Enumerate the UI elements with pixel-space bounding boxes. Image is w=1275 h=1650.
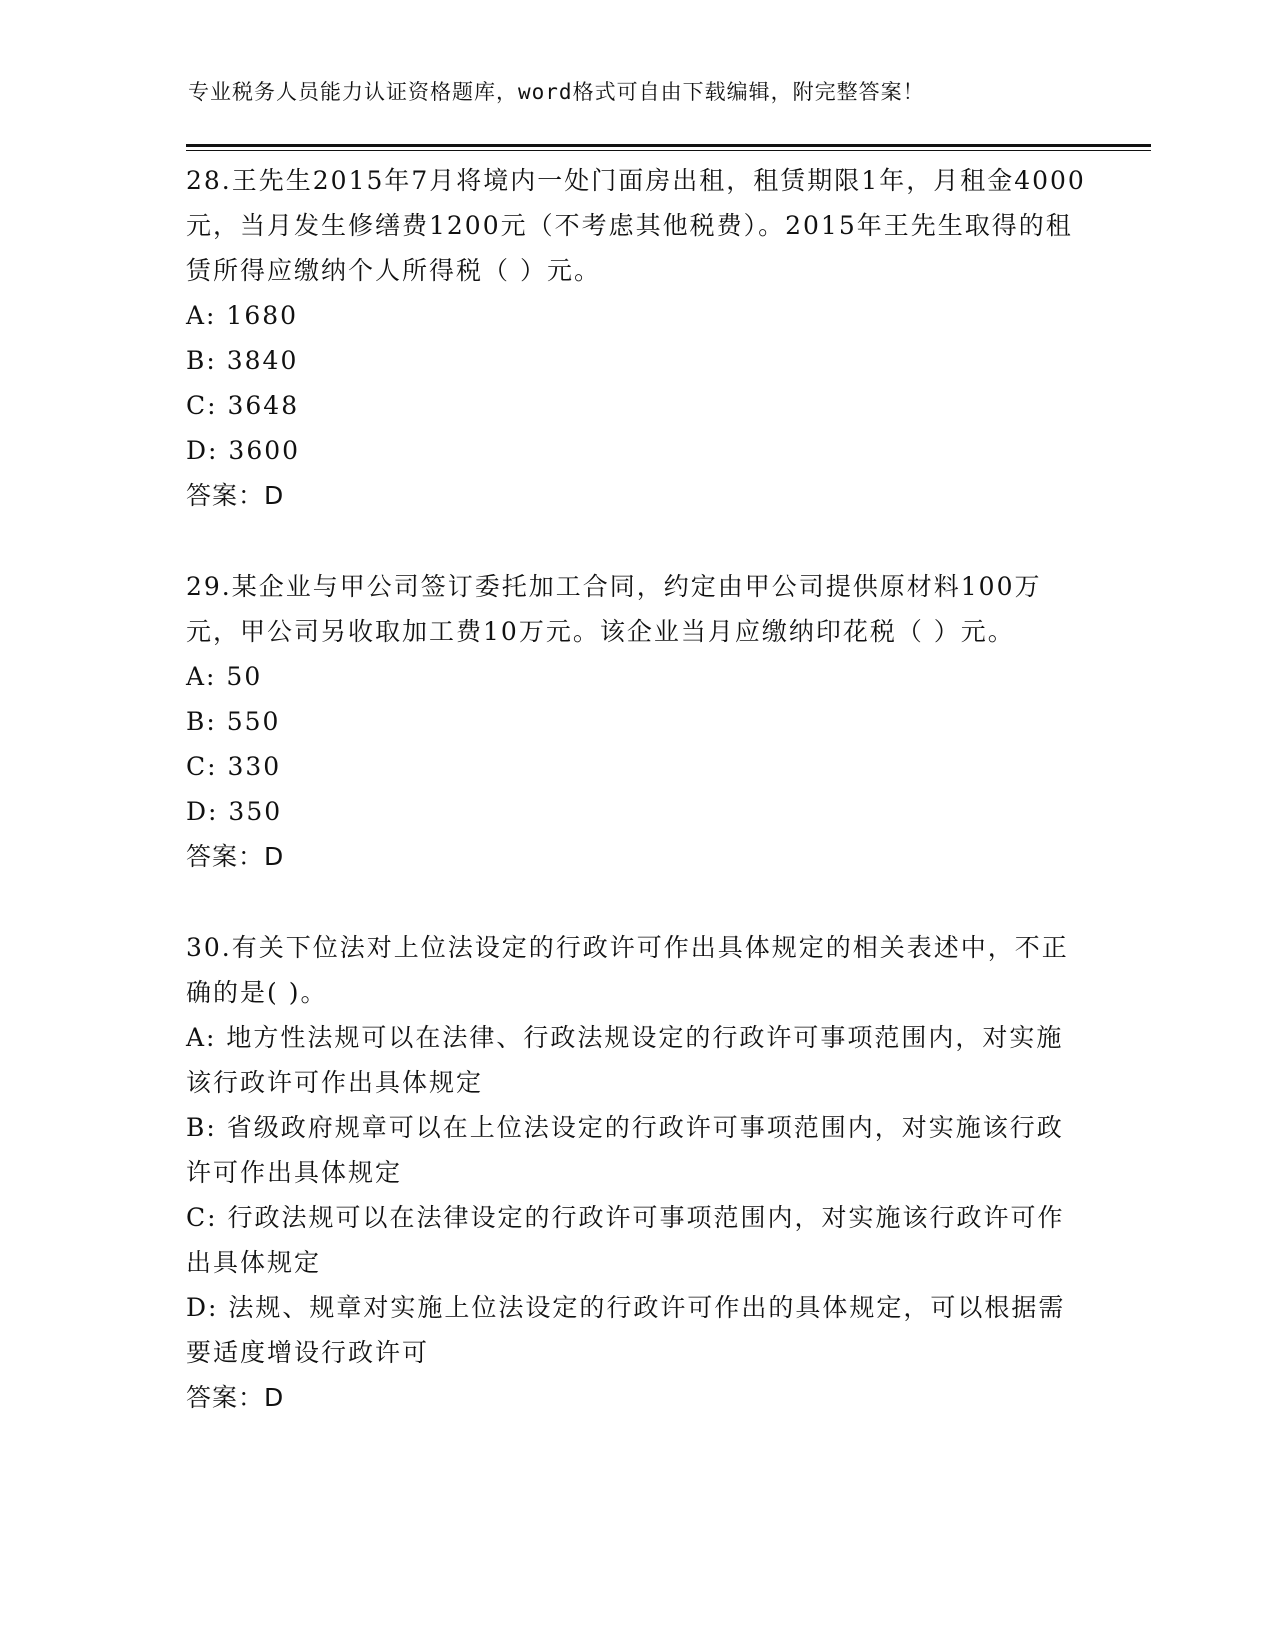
option-c: C: 3648 (186, 391, 300, 420)
option-a: A: 地方性法规可以在法律、行政法规设定的行政许可事项范围内，对实施该行政许可作出具体规定 (186, 1023, 1064, 1097)
option-c: C: 行政法规可以在法律设定的行政许可事项范围内，对实施该行政许可作出具体规定 (186, 1203, 1065, 1277)
option-a: A: 1680 (186, 301, 299, 330)
question-stem: 30.有关下位法对上位法设定的行政许可作出具体规定的相关表述中，不正确的是( )。 (186, 933, 1069, 1007)
question-stem: 29.某企业与甲公司签订委托加工合同，约定由甲公司提供原材料100万元，甲公司另收取加工费10万元。该企业当月应缴纳印花税（ ）元。 (186, 572, 1042, 646)
answer-line: 答案：D (186, 842, 285, 871)
answer-line: 答案：D (186, 1383, 285, 1412)
page-header: 专业税务人员能力认证资格题库，word格式可自由下载编辑，附完整答案！ (188, 80, 925, 104)
option-d: D: 350 (186, 797, 283, 826)
option-b: B: 3840 (186, 346, 299, 375)
option-a: A: 50 (186, 662, 263, 691)
option-b: B: 省级政府规章可以在上位法设定的行政许可事项范围内，对实施该行政许可作出具体规定 (186, 1113, 1064, 1187)
question-29 (186, 564, 1086, 879)
option-d: D: 3600 (186, 436, 301, 465)
option-d: D: 法规、规章对实施上位法设定的行政许可作出的具体规定，可以根据需要适度增设行政许可 (186, 1293, 1066, 1367)
question-stem: 28.王先生2015年7月将境内一处门面房出租，租赁期限1年，月租金4000元，当月发生修缮费1200元（不考虑其他税费）。2015年王先生取得的租赁所得应缴纳个人所得税（ ）元。 (186, 166, 1086, 285)
option-b: B: 550 (186, 707, 281, 736)
answer-line: 答案：D (186, 481, 285, 510)
header-rule-thick (186, 144, 1151, 147)
option-c: C: 330 (186, 752, 282, 781)
header-rule-thin (186, 150, 1151, 151)
question-list (186, 158, 1086, 1466)
question-28 (186, 158, 1086, 518)
question-30 (186, 925, 1086, 1420)
